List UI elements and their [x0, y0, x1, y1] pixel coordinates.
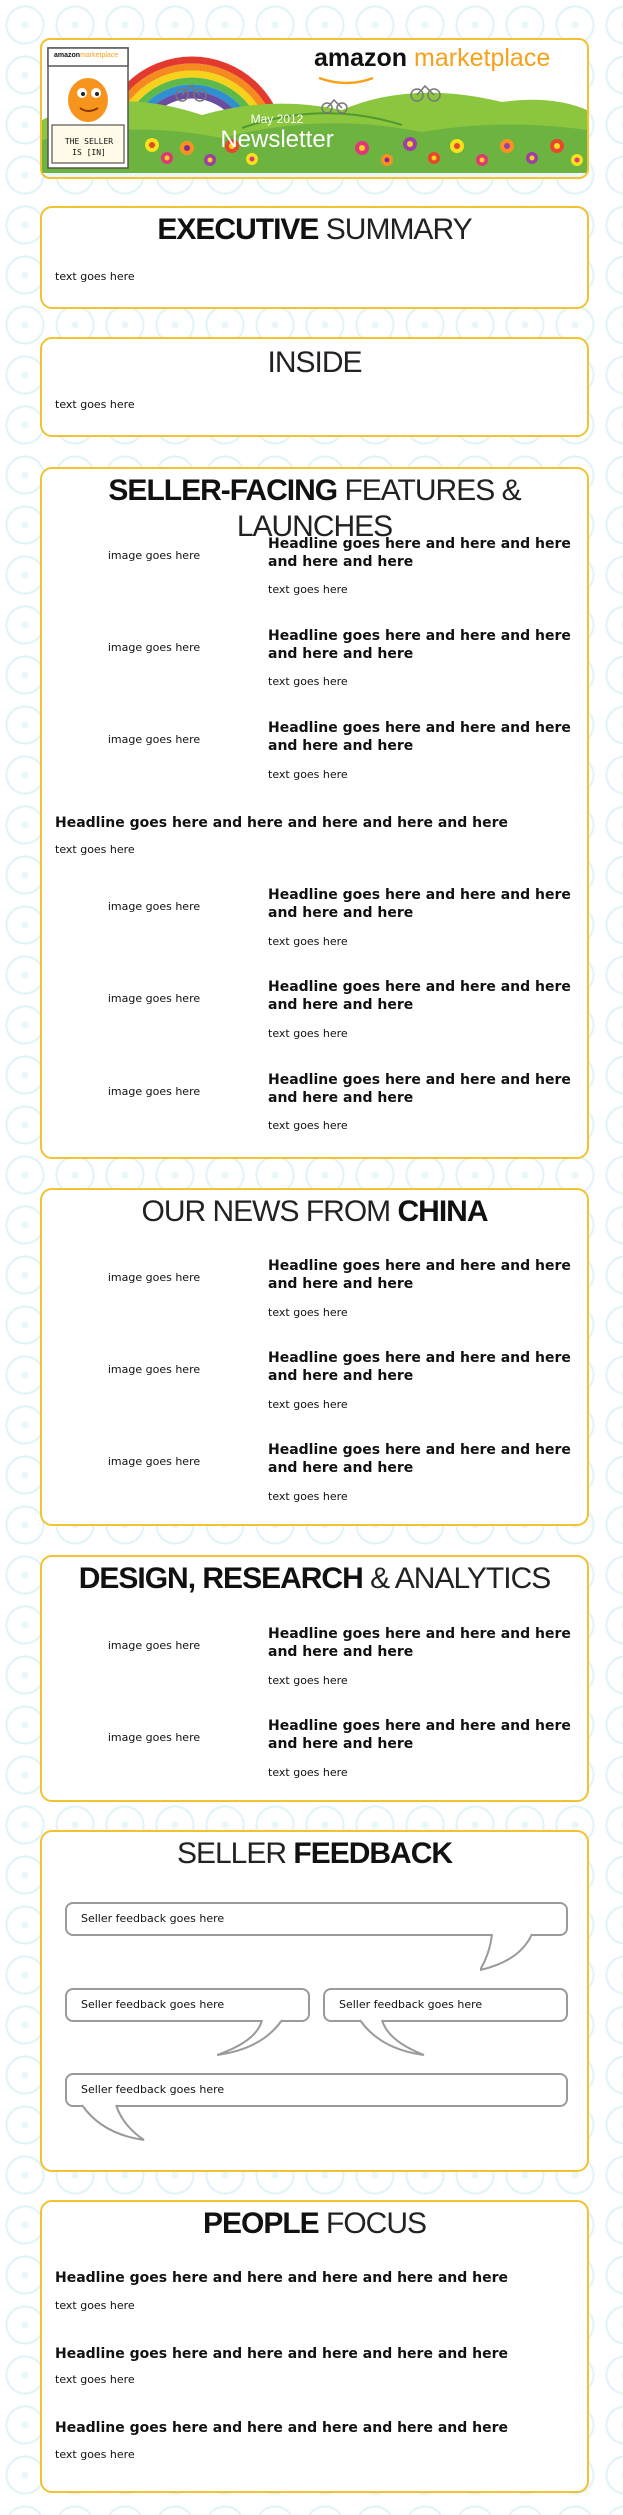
title-bold: DESIGN, RESEARCH: [78, 1562, 363, 1595]
image-placeholder: image goes here: [107, 1455, 201, 1468]
full-width-headline[interactable]: Headline goes here and here and here and here and here: [55, 815, 508, 831]
section-title: [42, 2206, 587, 2242]
headline[interactable]: Headline goes here and here and here and here and here: [268, 720, 571, 754]
design-research-section: [40, 1555, 589, 1802]
image-placeholder: image goes here: [107, 1363, 201, 1376]
bubble-tail: [356, 2019, 426, 2059]
body-text: text goes here: [268, 1766, 348, 1779]
title-light: OUR NEWS FROM: [141, 1195, 391, 1228]
title-bold: SELLER-FACING: [108, 474, 338, 507]
title-bold: PEOPLE: [202, 2207, 319, 2240]
body-text: text goes here: [268, 768, 348, 781]
section-title: [42, 212, 587, 248]
title-light: INSIDE: [267, 346, 362, 379]
newsletter: [40, 0, 589, 2461]
section-title: [42, 1836, 587, 1872]
image-placeholder: image goes here: [107, 1085, 201, 1098]
logo-amazon: amazon: [314, 44, 408, 72]
booth-logo-marketplace: marketplace: [80, 52, 119, 59]
body-text: text goes here: [268, 1119, 348, 1132]
inside-section: [40, 337, 589, 437]
body-text: text goes here: [55, 2373, 135, 2386]
image-placeholder: image goes here: [107, 1271, 201, 1284]
image-placeholder: image goes here: [107, 641, 201, 654]
headline[interactable]: Headline goes here and here and here and here and here: [268, 1626, 571, 1660]
feedback-bubble: Seller feedback goes here: [65, 1988, 310, 2022]
issue-title: Newsletter: [220, 126, 334, 153]
headline[interactable]: Headline goes here and here and here and here and here: [55, 2270, 508, 2286]
people-focus-section: [40, 2200, 589, 2493]
headline[interactable]: Headline goes here and here and here and here and here: [268, 887, 571, 921]
seller-feedback-section: [40, 1830, 589, 2172]
booth-logo: [54, 52, 118, 59]
title-light: & ANALYTICS: [370, 1562, 551, 1595]
china-section: [40, 1188, 589, 1526]
bubble-tail: [480, 1933, 540, 1973]
headline[interactable]: Headline goes here and here and here and here and here: [55, 2346, 508, 2362]
bubble-tail: [78, 2104, 148, 2144]
body-text: text goes here: [268, 1674, 348, 1687]
title-bold: EXECUTIVE: [157, 213, 319, 246]
body-text: text goes here: [268, 935, 348, 948]
bubble-tail: [217, 2019, 287, 2059]
title-light: SELLER: [176, 1837, 287, 1870]
title-light: FOCUS: [326, 2207, 427, 2240]
body-text: text goes here: [55, 2448, 135, 2461]
section-title: [42, 345, 587, 381]
body-text: text goes here: [55, 2299, 135, 2312]
amazon-smile-icon: [317, 76, 377, 86]
body-text: text goes here: [268, 1306, 348, 1319]
headline[interactable]: Headline goes here and here and here and here and here: [268, 628, 571, 662]
amazon-marketplace-logo: [314, 44, 550, 73]
image-placeholder: image goes here: [107, 549, 201, 562]
headline[interactable]: Headline goes here and here and here and here and here: [268, 1442, 571, 1476]
booth-sign: THE SELLER IS [IN]: [64, 137, 114, 157]
image-placeholder: image goes here: [107, 992, 201, 1005]
body-text: text goes here: [268, 1398, 348, 1411]
body-text: text goes here: [268, 1490, 348, 1503]
section-title: [42, 1194, 587, 1230]
full-width-text: text goes here: [55, 843, 135, 856]
body-text: text goes here: [268, 1027, 348, 1040]
headline[interactable]: Headline goes here and here and here and here and here: [268, 536, 571, 570]
feedback-bubble: Seller feedback goes here: [65, 1902, 568, 1936]
title-light: FEATURES & LAUNCHES: [236, 474, 521, 543]
headline[interactable]: Headline goes here and here and here and here and here: [55, 2420, 508, 2436]
title-bold: CHINA: [397, 1195, 488, 1228]
seller-facing-section: [40, 467, 589, 1159]
logo-marketplace: marketplace: [414, 44, 551, 72]
body-text: text goes here: [55, 270, 135, 283]
headline[interactable]: Headline goes here and here and here and here and here: [268, 1350, 571, 1384]
issue-date: May 2012: [250, 112, 304, 126]
booth-logo-amazon: amazon: [54, 52, 81, 59]
headline[interactable]: Headline goes here and here and here and here and here: [268, 979, 571, 1013]
image-placeholder: image goes here: [107, 733, 201, 746]
headline[interactable]: Headline goes here and here and here and here and here: [268, 1718, 571, 1752]
feedback-bubble: Seller feedback goes here: [65, 2073, 568, 2107]
body-text: text goes here: [55, 398, 135, 411]
image-placeholder: image goes here: [107, 900, 201, 913]
title-bold: FEEDBACK: [293, 1837, 453, 1870]
headline[interactable]: Headline goes here and here and here and here and here: [268, 1072, 571, 1106]
image-placeholder: image goes here: [107, 1639, 201, 1652]
feedback-bubble: Seller feedback goes here: [323, 1988, 568, 2022]
image-placeholder: image goes here: [107, 1731, 201, 1744]
header-banner: [40, 38, 589, 179]
title-light: SUMMARY: [325, 213, 472, 246]
headline[interactable]: Headline goes here and here and here and here and here: [268, 1258, 571, 1292]
executive-summary-section: [40, 206, 589, 309]
section-title: [42, 1561, 587, 1597]
body-text: text goes here: [268, 675, 348, 688]
body-text: text goes here: [268, 583, 348, 596]
